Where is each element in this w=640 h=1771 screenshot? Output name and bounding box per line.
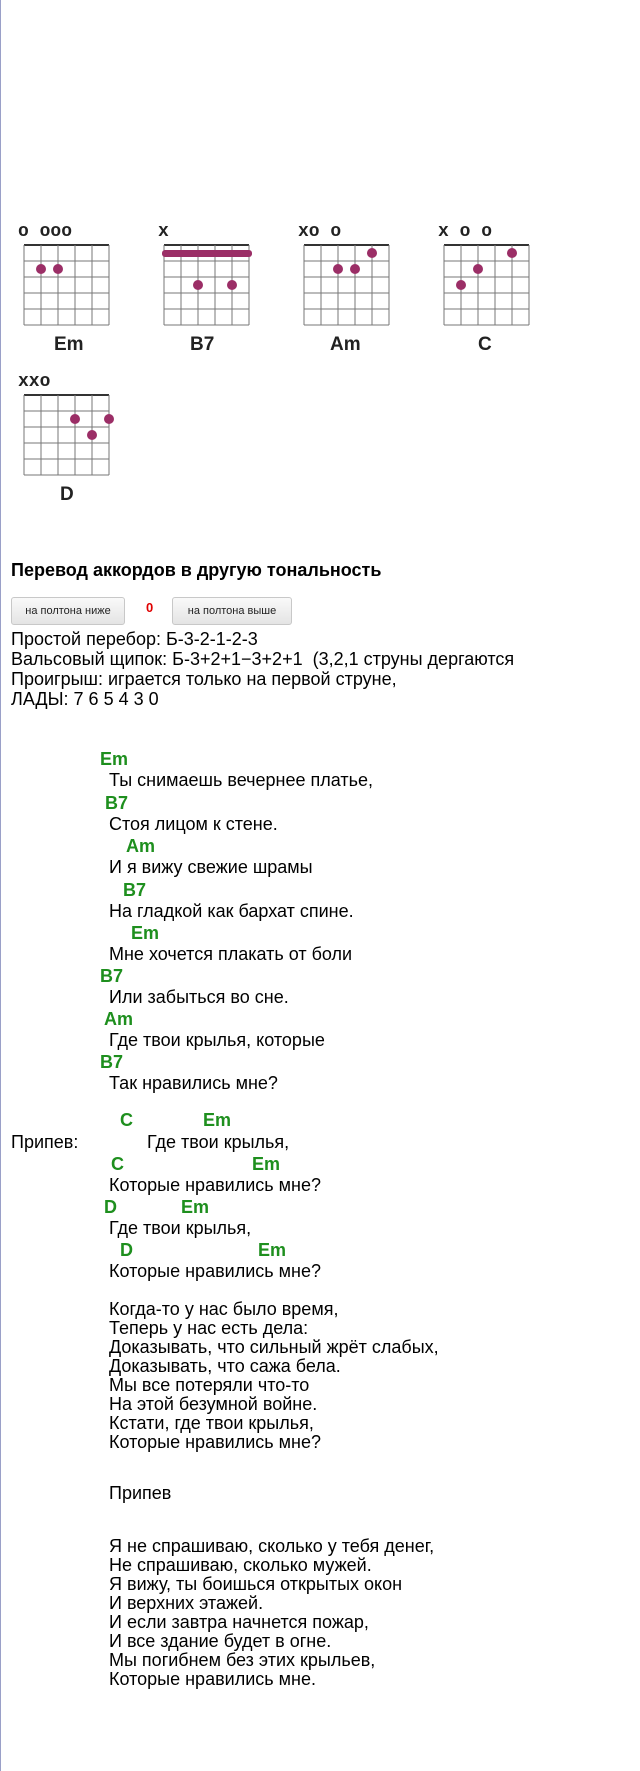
finger-dot [456,280,466,290]
lyric-line: Когда-то у нас было время, [109,1299,339,1319]
chord-label: C [120,1110,133,1130]
intro-line: Простой перебор: Б-3-2-1-2-3 [11,629,258,649]
lyric-line: На этой безумной войне. [109,1394,318,1414]
finger-dot [104,414,114,424]
chord-label: C [111,1154,124,1174]
chord-name: B7 [190,334,215,355]
finger-dot [53,264,63,274]
finger-dot [473,264,483,274]
lyric-line: Где твои крылья, [147,1132,290,1152]
lyric-line: Мне хочется плакать от боли [109,944,353,964]
finger-dot [36,264,46,274]
finger-dot [367,248,377,258]
finger-dot [507,248,517,258]
intro-line: Вальсовый щипок: Б-3+2+1−3+2+1 (3,2,1 струны дергаются [11,649,515,669]
chord-label: Em [181,1197,210,1217]
chord-label: Em [258,1240,287,1260]
intro-line: ЛАДЫ: 7 6 5 4 3 0 [11,689,159,709]
d-open-strings: xxo [18,372,51,392]
chord-label: B7 [123,880,147,900]
lyric-line: Теперь у нас есть дела: [109,1318,309,1338]
chorus-label: Припев: [11,1132,79,1152]
b7-open-strings: x [158,222,169,242]
chord-label: Em [100,749,129,769]
finger-dot [193,280,203,290]
lyric-line: Мы все потеряли что-то [109,1375,310,1395]
chord-name: C [478,334,492,355]
lyric-line: Так нравились мне? [109,1073,278,1093]
lyric-line: Или забыться во сне. [109,987,289,1007]
finger-dot [227,280,237,290]
lyric-line: Доказывать, что сажа бела. [109,1356,341,1376]
lyric-line: На гладкой как бархат спине. [109,901,354,921]
chord-diagram-c [438,222,548,362]
finger-dot [87,430,97,440]
chord-diagram-am [298,222,408,362]
chord-label: B7 [105,793,129,813]
transpose-title: Перевод аккордов в другую тональность [11,560,382,580]
lyric-line: Которые нравились мне? [109,1261,321,1281]
lyric-line: Доказывать, что сильный жрёт слабых, [109,1337,439,1357]
chorus-reference: Припев [109,1483,172,1503]
lyric-line: И все здание будет в огне. [109,1631,332,1651]
lyric-line: Которые нравились мне? [109,1175,321,1195]
finger-dot [350,264,360,274]
chord-name: Em [54,334,84,355]
lyric-line: Не спрашиваю, сколько мужей. [109,1555,372,1575]
chord-label: Am [126,836,156,856]
finger-dot [70,414,80,424]
lyric-line: И я вижу свежие шрамы [109,857,313,877]
lyric-line: Кстати, где твои крылья, [109,1413,314,1433]
chord-label: D [120,1240,133,1260]
lyric-line: Где твои крылья, [109,1218,252,1238]
transpose-up-button[interactable]: на полтона выше [172,597,292,625]
lyric-line: Стоя лицом к стене. [109,814,278,834]
lyric-line: И если завтра начнется пожар, [109,1612,369,1632]
chord-name: D [60,484,74,505]
chord-label: D [104,1197,117,1217]
chord-label: Em [203,1110,232,1130]
lyric-line: И верхних этажей. [109,1593,264,1613]
lyric-line: Мы погибнем без этих крыльев, [109,1650,376,1670]
chord-label: B7 [100,1052,124,1072]
am-open-strings: xo o [298,222,342,242]
transpose-value: 0 [146,600,154,615]
barre [162,250,252,257]
chord-name: Am [330,334,361,355]
transpose-down-button[interactable]: на полтона ниже [11,597,125,625]
c-fretboard [438,222,548,362]
chord-label: Em [252,1154,281,1174]
chord-diagram-d [18,372,128,512]
chord-label: B7 [100,966,124,986]
lyric-line: Которые нравились мне. [109,1669,316,1689]
lyric-line: Которые нравились мне? [109,1432,321,1452]
c-open-strings: x o o [438,222,493,242]
lyric-line: Я не спрашиваю, сколько у тебя денег, [109,1536,435,1556]
lyric-line: Где твои крылья, которые [109,1030,325,1050]
chord-diagram-em [18,222,128,362]
page-left-border [0,0,1,1771]
chord-label: Am [104,1009,134,1029]
lyric-line: Ты снимаешь вечернее платье, [109,770,373,790]
chord-diagram-b7 [158,222,268,362]
chord-label: Em [131,923,160,943]
lyric-line: Я вижу, ты боишься открытых окон [109,1574,403,1594]
intro-line: Проигрыш: играется только на первой струне, [11,669,397,689]
finger-dot [333,264,343,274]
em-open-strings: o ooo [18,222,73,242]
